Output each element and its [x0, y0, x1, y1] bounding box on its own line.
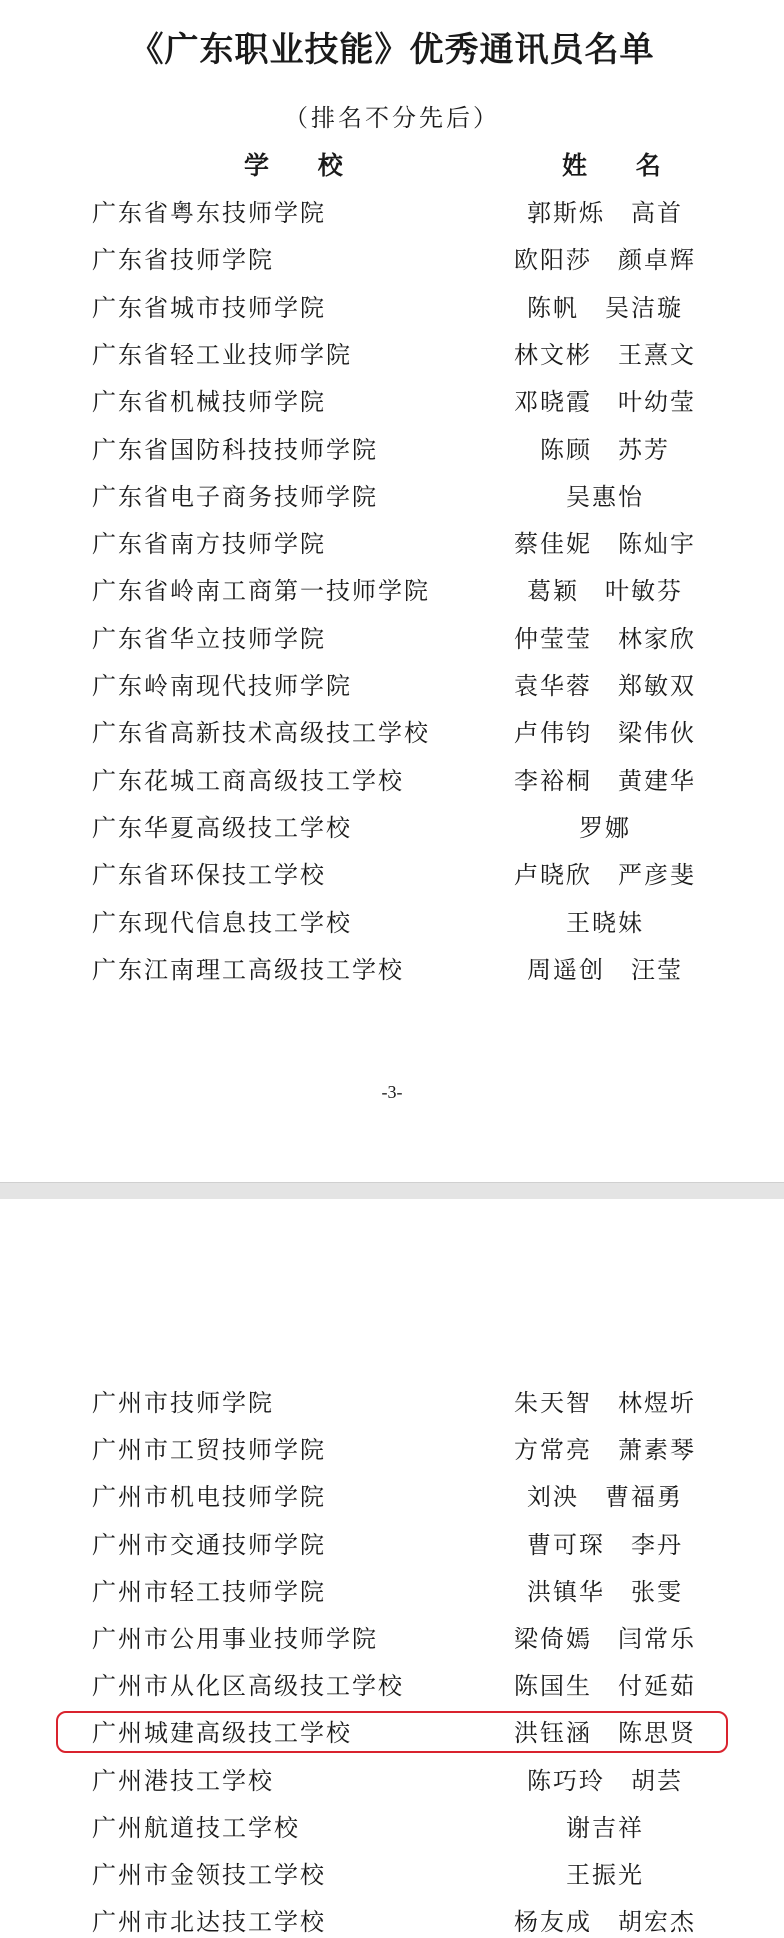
school-name: 广东省岭南工商第一技师学院 — [92, 577, 430, 606]
school-name: 广州市北达技工学校 — [92, 1908, 326, 1937]
correspondent-names — [500, 619, 710, 654]
correspondent-name: 闫常乐 — [618, 1625, 696, 1653]
correspondent-names — [500, 1383, 710, 1418]
correspondent-names — [500, 477, 710, 512]
correspondent-names — [500, 666, 710, 701]
correspondent-names — [500, 524, 710, 559]
correspondent-name: 苏芳 — [618, 435, 670, 464]
correspondent-name: 黄建华 — [618, 766, 696, 795]
correspondent-names — [500, 1525, 710, 1560]
page-subtitle: （排名不分先后） — [284, 104, 500, 132]
table-row — [0, 1666, 784, 1702]
correspondent-name: 卢晓欣 — [514, 861, 592, 890]
correspondent-name: 洪镇华 — [527, 1577, 605, 1606]
correspondent-names — [500, 1430, 710, 1465]
school-name: 广东江南理工高级技工学校 — [92, 955, 404, 984]
correspondent-name: 罗娜 — [579, 813, 631, 842]
correspondent-names — [500, 1761, 710, 1796]
table-row — [0, 855, 784, 891]
correspondent-name: 仲莹莹 — [514, 624, 592, 653]
correspondent-names — [500, 335, 710, 370]
correspondent-name: 胡宏杰 — [618, 1908, 696, 1937]
correspondent-name: 曹福勇 — [605, 1483, 683, 1512]
school-name: 广东省技师学院 — [92, 246, 274, 275]
table-row — [0, 1477, 784, 1513]
table-row — [0, 240, 784, 276]
correspondent-name: 付延茹 — [618, 1672, 696, 1701]
correspondent-name: 颜卓辉 — [618, 246, 696, 275]
correspondent-name: 李丹 — [631, 1530, 683, 1559]
school-name: 广东省轻工业技师学院 — [92, 340, 352, 369]
correspondent-name: 林家欣 — [618, 624, 696, 653]
school-name: 广州市从化区高级技工学校 — [92, 1672, 404, 1701]
school-name: 广州市交通技师学院 — [92, 1530, 326, 1559]
correspondent-name: 吴洁璇 — [605, 293, 683, 322]
correspondent-names — [500, 430, 710, 465]
school-name: 广东省城市技师学院 — [92, 293, 326, 322]
page-number: -3- — [381, 1082, 403, 1102]
correspondent-names — [500, 903, 710, 938]
correspondent-name: 郑敏双 — [618, 672, 696, 700]
correspondent-name: 梁倚嫣 — [514, 1625, 592, 1653]
correspondent-name: 朱天智 — [514, 1389, 592, 1417]
table-row — [0, 1619, 784, 1655]
school-name: 广东省粤东技师学院 — [92, 199, 326, 227]
correspondent-names — [500, 855, 710, 890]
table-row — [0, 666, 784, 702]
correspondent-name: 刘泱 — [527, 1483, 579, 1512]
correspondent-names — [500, 1619, 710, 1654]
correspondent-name: 曹可琛 — [527, 1530, 605, 1559]
correspondent-name: 郭斯烁 — [527, 199, 605, 227]
table-row — [0, 1902, 784, 1938]
school-name: 广东省华立技师学院 — [92, 624, 326, 653]
correspondent-name: 陈国生 — [514, 1672, 592, 1701]
page-separator — [0, 1182, 784, 1200]
correspondent-names — [500, 713, 710, 748]
correspondent-names — [500, 1855, 710, 1890]
school-name: 广东岭南现代技师学院 — [92, 672, 352, 700]
table-row — [0, 430, 784, 466]
highlight-circle — [56, 1711, 728, 1753]
school-name: 广州市工贸技师学院 — [92, 1436, 326, 1465]
correspondent-names — [500, 1666, 710, 1701]
table-row — [0, 1572, 784, 1608]
correspondent-name: 吴惠怡 — [566, 482, 644, 511]
correspondent-name: 卢伟钧 — [514, 719, 592, 748]
correspondent-name: 谢吉祥 — [566, 1813, 644, 1842]
correspondent-names — [500, 808, 710, 843]
table-row — [0, 193, 784, 229]
correspondent-names — [500, 1808, 710, 1843]
correspondent-name: 陈思贤 — [618, 1719, 696, 1748]
correspondent-name: 葛颖 — [527, 577, 579, 606]
table-row — [0, 713, 784, 749]
table-row — [0, 619, 784, 655]
correspondent-name: 王晓妹 — [566, 908, 644, 937]
correspondent-name: 王振光 — [566, 1861, 644, 1889]
correspondent-names — [500, 571, 710, 606]
table-row — [0, 808, 784, 844]
correspondent-name: 萧素琴 — [618, 1436, 696, 1465]
table-row — [0, 1525, 784, 1561]
correspondent-name: 叶幼莹 — [618, 388, 696, 417]
school-name: 广东省南方技师学院 — [92, 530, 326, 559]
table-row — [0, 1383, 784, 1419]
table-row — [0, 1855, 784, 1891]
correspondent-name: 邓晓霞 — [514, 388, 592, 417]
school-name: 广东省高新技术高级技工学校 — [92, 719, 430, 748]
correspondent-name: 严彦斐 — [618, 861, 696, 890]
correspondent-name: 周遥创 — [527, 955, 605, 984]
school-name: 广州市技师学院 — [92, 1389, 274, 1417]
table-row — [0, 1808, 784, 1844]
correspondent-names — [500, 950, 710, 985]
correspondent-name: 陈帆 — [527, 293, 579, 322]
correspondent-name: 李裕桐 — [514, 766, 592, 795]
correspondent-names — [500, 382, 710, 417]
correspondent-names — [500, 288, 710, 323]
school-name: 广州市轻工技师学院 — [92, 1577, 326, 1606]
school-name: 广州航道技工学校 — [92, 1813, 300, 1842]
correspondent-name: 袁华蓉 — [514, 672, 592, 700]
school-name: 广州港技工学校 — [92, 1766, 274, 1795]
school-name: 广州城建高级技工学校 — [92, 1719, 352, 1748]
table-row — [0, 477, 784, 513]
table-row — [0, 335, 784, 371]
correspondent-name: 梁伟伙 — [618, 719, 696, 748]
correspondent-name: 汪莹 — [631, 955, 683, 984]
school-name: 广东省电子商务技师学院 — [92, 482, 378, 511]
correspondent-names — [500, 240, 710, 275]
table-row — [0, 761, 784, 797]
correspondent-name: 陈顾 — [540, 435, 592, 464]
correspondent-name: 张雯 — [631, 1577, 683, 1606]
correspondent-name: 蔡佳妮 — [514, 530, 592, 559]
school-name: 广东现代信息技工学校 — [92, 908, 352, 937]
table-row — [0, 1761, 784, 1797]
correspondent-name: 方常亮 — [514, 1436, 592, 1465]
correspondent-name: 高首 — [631, 199, 683, 227]
correspondent-name: 洪钰涵 — [514, 1719, 592, 1748]
correspondent-names — [500, 761, 710, 796]
school-name: 广州市公用事业技师学院 — [92, 1625, 378, 1653]
page-title: 《广东职业技能》优秀通讯员名单 — [129, 30, 655, 70]
column-header-name: 姓 名 — [562, 151, 681, 180]
table-row — [0, 288, 784, 324]
table-row — [0, 950, 784, 986]
correspondent-name: 王熹文 — [618, 340, 696, 369]
table-row — [0, 903, 784, 939]
school-name: 广州市机电技师学院 — [92, 1483, 326, 1512]
table-row — [0, 571, 784, 607]
school-name: 广东省国防科技技师学院 — [92, 435, 378, 464]
school-name: 广东华夏高级技工学校 — [92, 813, 352, 842]
table-row — [0, 524, 784, 560]
table-row — [0, 382, 784, 418]
correspondent-name: 胡芸 — [631, 1766, 683, 1795]
school-name: 广东省环保技工学校 — [92, 861, 326, 890]
correspondent-name: 林文彬 — [514, 340, 592, 369]
correspondent-name: 欧阳莎 — [514, 246, 592, 275]
school-name: 广东省机械技师学院 — [92, 388, 326, 417]
correspondent-names — [500, 1902, 710, 1937]
school-name: 广东花城工商高级技工学校 — [92, 766, 404, 795]
correspondent-name: 陈灿宇 — [618, 530, 696, 559]
table-row — [0, 1430, 784, 1466]
column-header-school: 学 校 — [244, 151, 363, 180]
correspondent-name: 陈巧玲 — [527, 1766, 605, 1795]
correspondent-name: 林煜圻 — [618, 1389, 696, 1417]
correspondent-name: 叶敏芬 — [605, 577, 683, 606]
correspondent-names — [500, 1477, 710, 1512]
correspondent-names — [500, 193, 710, 228]
correspondent-names — [500, 1572, 710, 1607]
correspondent-name: 杨友成 — [514, 1908, 592, 1937]
school-name: 广州市金领技工学校 — [92, 1861, 326, 1889]
